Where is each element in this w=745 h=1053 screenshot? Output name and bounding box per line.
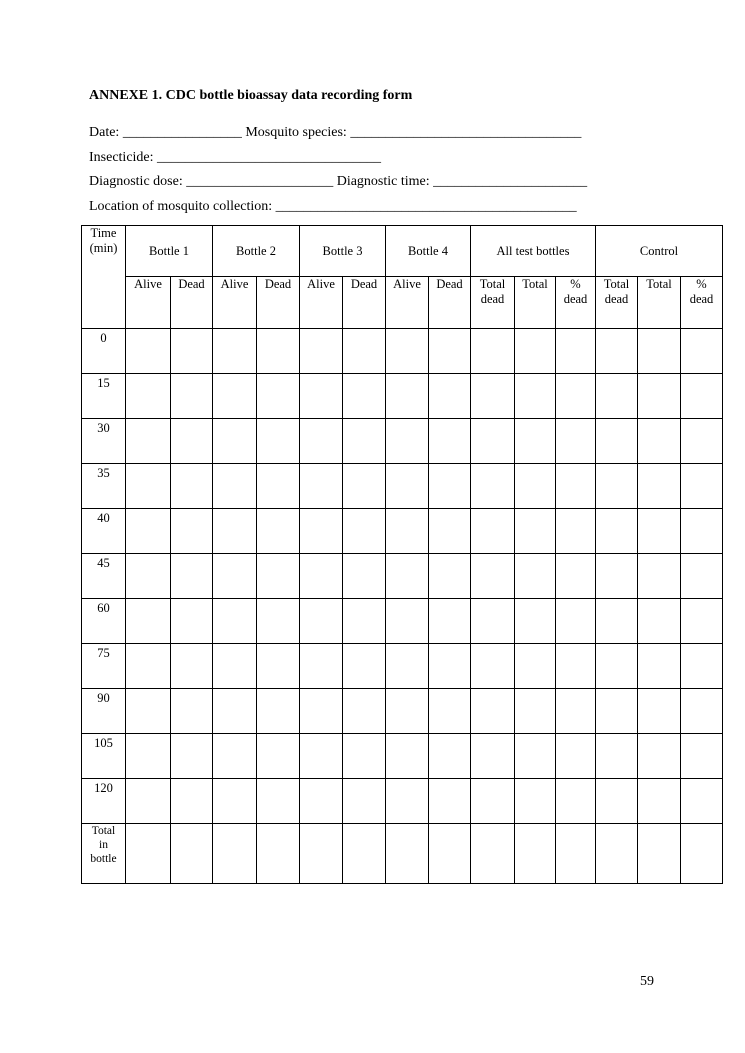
entry-cell[interactable] xyxy=(257,464,300,509)
entry-cell[interactable] xyxy=(596,419,638,464)
entry-cell[interactable] xyxy=(556,734,596,779)
entry-cell[interactable] xyxy=(213,689,257,734)
entry-cell[interactable] xyxy=(300,779,343,824)
entry-cell[interactable] xyxy=(429,509,471,554)
entry-cell[interactable] xyxy=(471,509,515,554)
entry-cell[interactable] xyxy=(386,689,429,734)
entry-cell[interactable] xyxy=(638,329,681,374)
entry-cell[interactable] xyxy=(386,329,429,374)
sub-header-dead: Dead xyxy=(343,277,386,329)
form-fields xyxy=(89,121,587,219)
entry-cell[interactable] xyxy=(126,509,171,554)
entry-cell[interactable] xyxy=(386,824,429,884)
entry-cell[interactable] xyxy=(213,734,257,779)
table-row xyxy=(82,419,723,464)
entry-cell[interactable] xyxy=(213,329,257,374)
entry-cell[interactable] xyxy=(515,824,556,884)
entry-cell[interactable] xyxy=(638,509,681,554)
entry-cell[interactable] xyxy=(126,464,171,509)
sub-header-total-dead: Total dead xyxy=(471,277,515,329)
entry-cell[interactable] xyxy=(386,419,429,464)
entry-cell[interactable] xyxy=(596,689,638,734)
entry-cell[interactable] xyxy=(386,644,429,689)
entry-cell[interactable] xyxy=(343,329,386,374)
entry-cell[interactable] xyxy=(429,329,471,374)
entry-cell[interactable] xyxy=(515,419,556,464)
entry-cell[interactable] xyxy=(343,464,386,509)
entry-cell[interactable] xyxy=(343,374,386,419)
entry-cell[interactable] xyxy=(300,644,343,689)
entry-cell[interactable] xyxy=(556,464,596,509)
table-row-total-in-bottle xyxy=(82,824,723,884)
entry-cell[interactable] xyxy=(596,374,638,419)
entry-cell[interactable] xyxy=(300,464,343,509)
entry-cell[interactable] xyxy=(471,464,515,509)
entry-cell[interactable] xyxy=(429,464,471,509)
time-cell: 40 xyxy=(82,509,126,554)
entry-cell[interactable] xyxy=(638,734,681,779)
entry-cell[interactable] xyxy=(429,734,471,779)
entry-cell[interactable] xyxy=(171,689,213,734)
time-header: Time (min) xyxy=(82,226,126,329)
entry-cell[interactable] xyxy=(471,689,515,734)
entry-cell[interactable] xyxy=(638,419,681,464)
entry-cell[interactable] xyxy=(343,419,386,464)
entry-cell[interactable] xyxy=(471,779,515,824)
entry-cell[interactable] xyxy=(681,554,723,599)
entry-cell[interactable] xyxy=(300,734,343,779)
entry-cell[interactable] xyxy=(171,329,213,374)
table-row xyxy=(82,599,723,644)
entry-cell[interactable] xyxy=(213,464,257,509)
field-line-dose-time xyxy=(89,170,587,195)
entry-cell[interactable] xyxy=(343,824,386,884)
entry-cell[interactable] xyxy=(300,329,343,374)
insecticide-field[interactable]: Insecticide: ________________________________ xyxy=(89,149,382,165)
entry-cell[interactable] xyxy=(556,644,596,689)
header-row-groups xyxy=(82,226,723,277)
time-cell: 30 xyxy=(82,419,126,464)
field-line-insecticide xyxy=(89,146,587,171)
sub-header-alive: Alive xyxy=(386,277,429,329)
sub-header-dead: Dead xyxy=(429,277,471,329)
group-header-bottle-3: Bottle 3 xyxy=(300,226,386,277)
entry-cell[interactable] xyxy=(300,419,343,464)
entry-cell[interactable] xyxy=(257,779,300,824)
entry-cell[interactable] xyxy=(257,824,300,884)
entry-cell[interactable] xyxy=(126,374,171,419)
entry-cell[interactable] xyxy=(386,554,429,599)
entry-cell[interactable] xyxy=(556,824,596,884)
location-field[interactable]: Location of mosquito collection: ___________________________________________ xyxy=(89,198,577,214)
entry-cell[interactable] xyxy=(681,509,723,554)
entry-cell[interactable] xyxy=(681,464,723,509)
group-header-bottle-2: Bottle 2 xyxy=(213,226,300,277)
entry-cell[interactable] xyxy=(257,509,300,554)
sub-header-pct-dead: % dead xyxy=(556,277,596,329)
entry-cell[interactable] xyxy=(343,644,386,689)
entry-cell[interactable] xyxy=(429,689,471,734)
table-row xyxy=(82,734,723,779)
entry-cell[interactable] xyxy=(596,644,638,689)
table-row xyxy=(82,644,723,689)
entry-cell[interactable] xyxy=(386,779,429,824)
entry-cell[interactable] xyxy=(681,599,723,644)
entry-cell[interactable] xyxy=(343,554,386,599)
group-header-control: Control xyxy=(596,226,723,277)
entry-cell[interactable] xyxy=(515,644,556,689)
entry-cell[interactable] xyxy=(638,464,681,509)
entry-cell[interactable] xyxy=(556,554,596,599)
entry-cell[interactable] xyxy=(556,689,596,734)
entry-cell[interactable] xyxy=(126,734,171,779)
entry-cell[interactable] xyxy=(681,644,723,689)
entry-cell[interactable] xyxy=(596,734,638,779)
entry-cell[interactable] xyxy=(596,329,638,374)
entry-cell[interactable] xyxy=(257,554,300,599)
entry-cell[interactable] xyxy=(343,509,386,554)
entry-cell[interactable] xyxy=(343,779,386,824)
entry-cell[interactable] xyxy=(171,554,213,599)
total-in-bottle-label: Total in bottle xyxy=(82,824,126,884)
field-line-date-species xyxy=(89,121,587,146)
entry-cell[interactable] xyxy=(257,419,300,464)
entry-cell[interactable] xyxy=(471,554,515,599)
entry-cell[interactable] xyxy=(429,644,471,689)
entry-cell[interactable] xyxy=(126,599,171,644)
entry-cell[interactable] xyxy=(638,689,681,734)
entry-cell[interactable] xyxy=(515,464,556,509)
entry-cell[interactable] xyxy=(471,329,515,374)
entry-cell[interactable] xyxy=(386,734,429,779)
entry-cell[interactable] xyxy=(300,689,343,734)
entry-cell[interactable] xyxy=(515,329,556,374)
entry-cell[interactable] xyxy=(257,734,300,779)
entry-cell[interactable] xyxy=(638,374,681,419)
group-header-all-test-bottles: All test bottles xyxy=(471,226,596,277)
entry-cell[interactable] xyxy=(638,824,681,884)
entry-cell[interactable] xyxy=(556,329,596,374)
entry-cell[interactable] xyxy=(471,824,515,884)
entry-cell[interactable] xyxy=(386,509,429,554)
form-title: ANNEXE 1. CDC bottle bioassay data recording form xyxy=(89,88,413,103)
sub-header-total: Total xyxy=(638,277,681,329)
entry-cell[interactable] xyxy=(300,509,343,554)
entry-cell[interactable] xyxy=(638,599,681,644)
entry-cell[interactable] xyxy=(300,599,343,644)
entry-cell[interactable] xyxy=(213,419,257,464)
entry-cell[interactable] xyxy=(257,329,300,374)
entry-cell[interactable] xyxy=(126,329,171,374)
entry-cell[interactable] xyxy=(556,419,596,464)
entry-cell[interactable] xyxy=(429,599,471,644)
sub-header-total: Total xyxy=(515,277,556,329)
entry-cell[interactable] xyxy=(213,824,257,884)
entry-cell[interactable] xyxy=(596,599,638,644)
entry-cell[interactable] xyxy=(343,734,386,779)
entry-cell[interactable] xyxy=(300,824,343,884)
entry-cell[interactable] xyxy=(429,779,471,824)
entry-cell[interactable] xyxy=(681,374,723,419)
entry-cell[interactable] xyxy=(171,779,213,824)
entry-cell[interactable] xyxy=(257,689,300,734)
entry-cell[interactable] xyxy=(596,824,638,884)
entry-cell[interactable] xyxy=(171,374,213,419)
entry-cell[interactable] xyxy=(596,779,638,824)
table-row xyxy=(82,554,723,599)
entry-cell[interactable] xyxy=(171,509,213,554)
entry-cell[interactable] xyxy=(171,824,213,884)
entry-cell[interactable] xyxy=(596,554,638,599)
entry-cell[interactable] xyxy=(126,689,171,734)
entry-cell[interactable] xyxy=(300,554,343,599)
entry-cell[interactable] xyxy=(681,329,723,374)
entry-cell[interactable] xyxy=(556,599,596,644)
time-cell: 60 xyxy=(82,599,126,644)
entry-cell[interactable] xyxy=(471,599,515,644)
time-cell: 45 xyxy=(82,554,126,599)
sub-header-total-dead: Total dead xyxy=(596,277,638,329)
group-header-bottle-1: Bottle 1 xyxy=(126,226,213,277)
bioassay-table xyxy=(81,225,723,884)
entry-cell[interactable] xyxy=(515,554,556,599)
entry-cell[interactable] xyxy=(386,464,429,509)
entry-cell[interactable] xyxy=(171,599,213,644)
entry-cell[interactable] xyxy=(515,509,556,554)
entry-cell[interactable] xyxy=(471,644,515,689)
sub-header-alive: Alive xyxy=(126,277,171,329)
time-cell: 35 xyxy=(82,464,126,509)
time-cell: 105 xyxy=(82,734,126,779)
entry-cell[interactable] xyxy=(556,374,596,419)
entry-cell[interactable] xyxy=(126,644,171,689)
entry-cell[interactable] xyxy=(213,779,257,824)
time-cell: 15 xyxy=(82,374,126,419)
entry-cell[interactable] xyxy=(681,779,723,824)
entry-cell[interactable] xyxy=(126,824,171,884)
entry-cell[interactable] xyxy=(126,419,171,464)
entry-cell[interactable] xyxy=(171,419,213,464)
entry-cell[interactable] xyxy=(681,734,723,779)
entry-cell[interactable] xyxy=(257,599,300,644)
entry-cell[interactable] xyxy=(638,554,681,599)
group-header-bottle-4: Bottle 4 xyxy=(386,226,471,277)
entry-cell[interactable] xyxy=(556,779,596,824)
mosquito-species-field[interactable]: Mosquito species: _________________________________ xyxy=(245,125,582,140)
entry-cell[interactable] xyxy=(386,599,429,644)
diagnostic-dose-field[interactable]: Diagnostic dose: _____________________ xyxy=(89,174,334,189)
time-cell: 120 xyxy=(82,779,126,824)
entry-cell[interactable] xyxy=(471,374,515,419)
header-row-sub xyxy=(82,277,723,329)
entry-cell[interactable] xyxy=(515,599,556,644)
entry-cell[interactable] xyxy=(681,824,723,884)
entry-cell[interactable] xyxy=(126,779,171,824)
entry-cell[interactable] xyxy=(681,689,723,734)
sub-header-pct-dead: % dead xyxy=(681,277,723,329)
entry-cell[interactable] xyxy=(515,689,556,734)
entry-cell[interactable] xyxy=(213,644,257,689)
entry-cell[interactable] xyxy=(556,509,596,554)
table-body xyxy=(82,329,723,884)
entry-cell[interactable] xyxy=(471,419,515,464)
entry-cell[interactable] xyxy=(429,554,471,599)
entry-cell[interactable] xyxy=(515,734,556,779)
entry-cell[interactable] xyxy=(681,419,723,464)
sub-header-dead: Dead xyxy=(171,277,213,329)
entry-cell[interactable] xyxy=(257,374,300,419)
table-row xyxy=(82,689,723,734)
sub-header-dead: Dead xyxy=(257,277,300,329)
entry-cell[interactable] xyxy=(213,554,257,599)
table-row xyxy=(82,779,723,824)
table-row xyxy=(82,509,723,554)
entry-cell[interactable] xyxy=(515,779,556,824)
date-field[interactable]: Date: _________________ xyxy=(89,125,242,140)
entry-cell[interactable] xyxy=(171,644,213,689)
entry-cell[interactable] xyxy=(638,779,681,824)
entry-cell[interactable] xyxy=(126,554,171,599)
time-cell: 90 xyxy=(82,689,126,734)
entry-cell[interactable] xyxy=(429,824,471,884)
entry-cell[interactable] xyxy=(596,509,638,554)
entry-cell[interactable] xyxy=(257,644,300,689)
entry-cell[interactable] xyxy=(213,509,257,554)
time-cell: 75 xyxy=(82,644,126,689)
entry-cell[interactable] xyxy=(515,374,556,419)
entry-cell[interactable] xyxy=(638,644,681,689)
entry-cell[interactable] xyxy=(343,689,386,734)
table-row xyxy=(82,374,723,419)
entry-cell[interactable] xyxy=(429,419,471,464)
table-row xyxy=(82,464,723,509)
time-cell: 0 xyxy=(82,329,126,374)
entry-cell[interactable] xyxy=(300,374,343,419)
diagnostic-time-field[interactable]: Diagnostic time: ______________________ xyxy=(336,174,588,189)
entry-cell[interactable] xyxy=(213,599,257,644)
entry-cell[interactable] xyxy=(171,734,213,779)
entry-cell[interactable] xyxy=(471,734,515,779)
field-line-location xyxy=(89,195,587,220)
entry-cell[interactable] xyxy=(596,464,638,509)
entry-cell[interactable] xyxy=(171,464,213,509)
entry-cell[interactable] xyxy=(343,599,386,644)
sub-header-alive: Alive xyxy=(213,277,257,329)
page-number: 59 xyxy=(640,974,654,989)
entry-cell[interactable] xyxy=(213,374,257,419)
entry-cell[interactable] xyxy=(386,374,429,419)
entry-cell[interactable] xyxy=(429,374,471,419)
sub-header-alive: Alive xyxy=(300,277,343,329)
table-row xyxy=(82,329,723,374)
